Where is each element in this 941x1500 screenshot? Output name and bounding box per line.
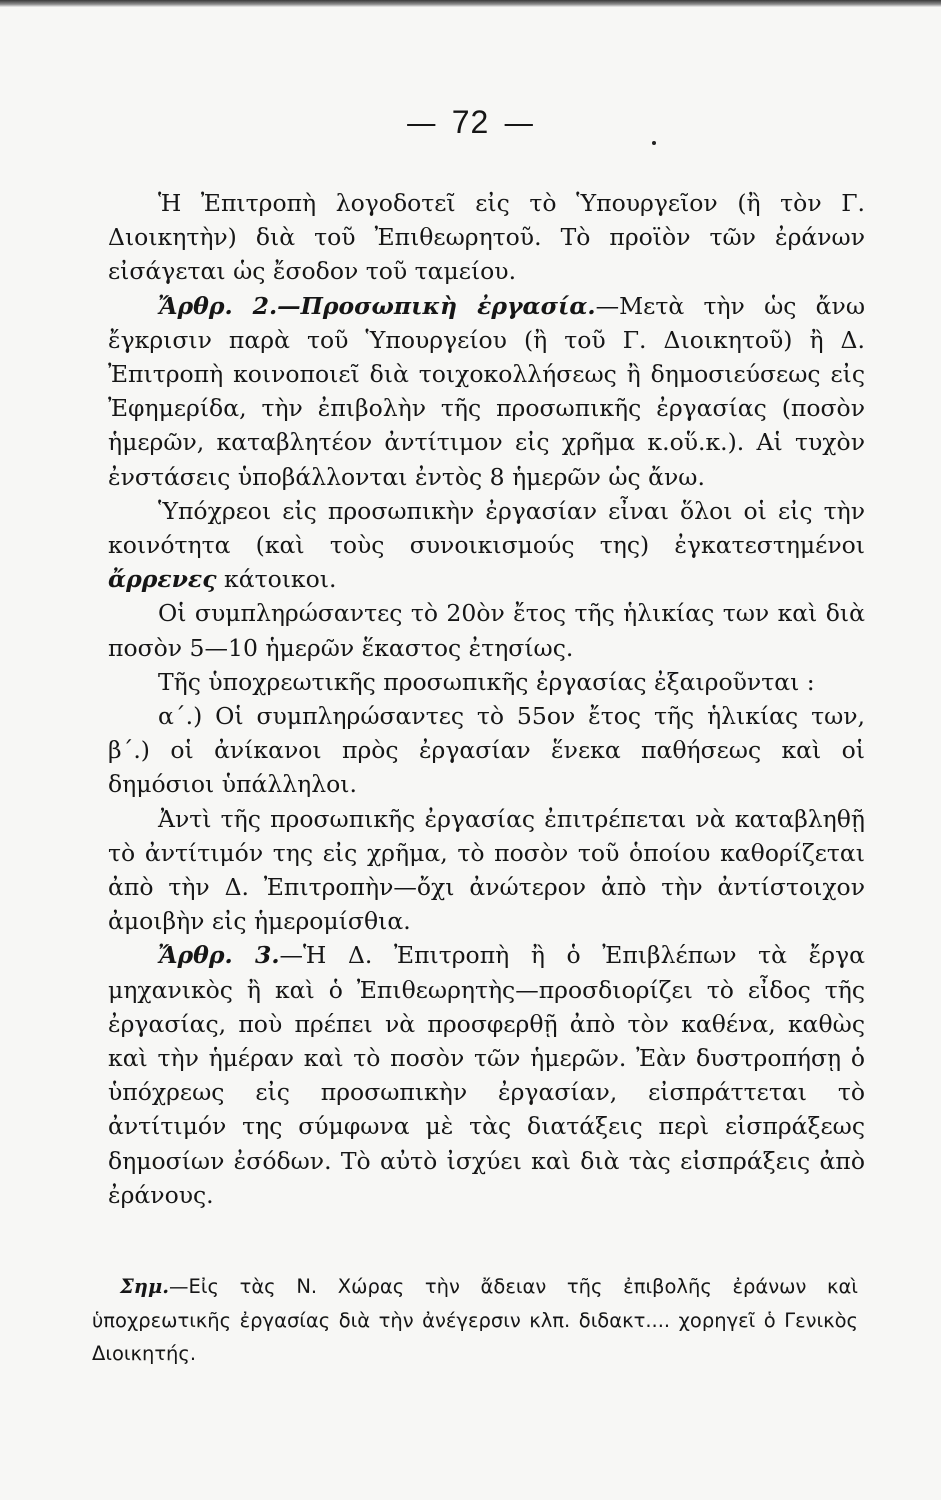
paragraph-exemptions-heading (108, 665, 865, 699)
page-number-value: 72 (451, 104, 490, 140)
paragraph-text: Ἡ Ἐπιτροπὴ λογοδοτεῖ εἰς τὸ Ὑπουργεῖον (ἢ τὸν Γ. Διοικητὴν) διὰ τοῦ Ἐπιθεωρητοῦ. Τὸ προϊὸν τῶν ἐράνων εἰσάγεται ὡς ἔσοδον τοῦ ταμείου. (108, 189, 865, 286)
paragraph-text: κάτοικοι. (224, 565, 337, 594)
paragraph-text: α΄.) Οἱ συμπληρώσαντες τὸ 55ον ἔτος τῆς ἡλικίας των, β΄.) οἱ ἀνίκανοι πρὸς ἐργασίαν ἕνεκα παθήσεως καὶ οἱ δημόσιοι ὑπάλληλοι. (108, 702, 865, 799)
article-2-heading: Ἄρθρ. 2.—Προσωπικὴ ἐργασία. (158, 291, 596, 320)
page-number-dash-left: — (405, 105, 438, 141)
paragraph-article-3 (108, 938, 865, 1212)
paragraph-text: —Μετὰ τὴν ὡς ἄνω ἔγκρισιν παρὰ τοῦ Ὑπουργείου (ἢ τοῦ Γ. Διοικητοῦ) ἢ Δ. Ἐπιτροπὴ κοινοποιεῖ διὰ τοιχοκολλήσεως ἢ δημοσιεύσεως εἰς Ἐφημερίδα, τὴν ἐπιβολὴν τῆς προσωπικῆς ἐργασίας (ποσὸν ἡμερῶν, καταβλητέον ἀντίτιμον εἰς χρῆμα κ.οὕ.κ.). Αἱ τυχὸν ἐνστάσεις ὑποβάλλονται ἐντὸς 8 ἡμερῶν ὡς ἄνω. (108, 291, 865, 491)
paragraph-article-2 (108, 289, 865, 494)
body-text (108, 186, 865, 1212)
footnote (92, 1270, 858, 1371)
page-top-edge (0, 0, 941, 7)
paragraph-exemptions-list (108, 699, 865, 802)
emphasis-males: ἄρρενες (108, 565, 217, 594)
page-number (0, 104, 941, 141)
paragraph-text: Ἀντὶ τῆς προσωπικῆς ἐργασίας ἐπιτρέπεται νὰ καταβληθῇ τὸ ἀντίτιμόν της εἰς χρῆμα, τὸ ποσὸν τοῦ ὁποίου καθορίζεται ἀπὸ τὴν Δ. Ἐπιτροπὴν—ὄχι ἀνώτερον ἀπὸ τὴν ἀντίστοιχον ἀμοιβὴν εἰς ἡμερομίσθια. (108, 804, 865, 936)
paragraph-text: Ὑπόχρεοι εἰς προσωπικὴν ἐργασίαν εἶναι ὅλοι οἱ εἰς τὴν κοινότητα (καὶ τοὺς συνοικισμούς της) ἐγκατεστημένοι (108, 496, 865, 560)
paragraph-text: Οἱ συμπληρώσαντες τὸ 20ὸν ἔτος τῆς ἡλικίας των καὶ διὰ ποσὸν 5—10 ἡμερῶν ἕκαστος ἐτησίως. (108, 599, 865, 662)
paragraph-monetary-substitute (108, 802, 865, 939)
paragraph-text: Τῆς ὑποχρεωτικῆς προσωπικῆς ἐργασίας ἐξαιροῦνται : (158, 667, 815, 696)
paragraph-age-20 (108, 596, 865, 664)
footnote-text: —Εἰς τὰς Ν. Χώρας τὴν ἄδειαν τῆς ἐπιβολῆς ἐράνων καὶ ὑποχρεωτικῆς ἐργασίας διὰ τὴν ἀνέγερσιν κλπ. διδακτ.... χορηγεῖ ὁ Γενικὸς Διοικητής. (92, 1275, 858, 1365)
article-3-heading: Ἄρθρ. 3. (158, 941, 280, 970)
print-speck (652, 141, 656, 145)
paragraph-text: —Ἡ Δ. Ἐπιτροπὴ ἢ ὁ Ἐπιβλέπων τὰ ἔργα μηχανικὸς ἢ καὶ ὁ Ἐπιθεωρητὴς—προσδιορίζει τὸ εἶδος τῆς ἐργασίας, ποὺ πρέπει νὰ προσφερθῇ ἀπὸ τὸν καθένα, καθὼς καὶ τὴν ἡμέραν καὶ τὸ ποσὸν τῶν ἡμερῶν. Ἐὰν δυστροπήσῃ ὁ ὑπόχρεως εἰς προσωπικὴν ἐργασίαν, εἰσπράττεται τὸ ἀντίτιμόν της σύμφωνα μὲ τὰς διατάξεις περὶ εἰσπράξεως δημοσίων ἐσόδων. Τὸ αὐτὸ ἰσχύει καὶ διὰ τὰς εἰσπράξεις ἀπὸ ἐράνους. (108, 941, 866, 1209)
paragraph-committee-reports (108, 186, 865, 289)
page-number-dash-right: — (503, 105, 536, 141)
paragraph-obligated-persons (108, 494, 865, 597)
footnote-paragraph (92, 1270, 858, 1371)
footnote-label: Σημ. (120, 1275, 170, 1298)
